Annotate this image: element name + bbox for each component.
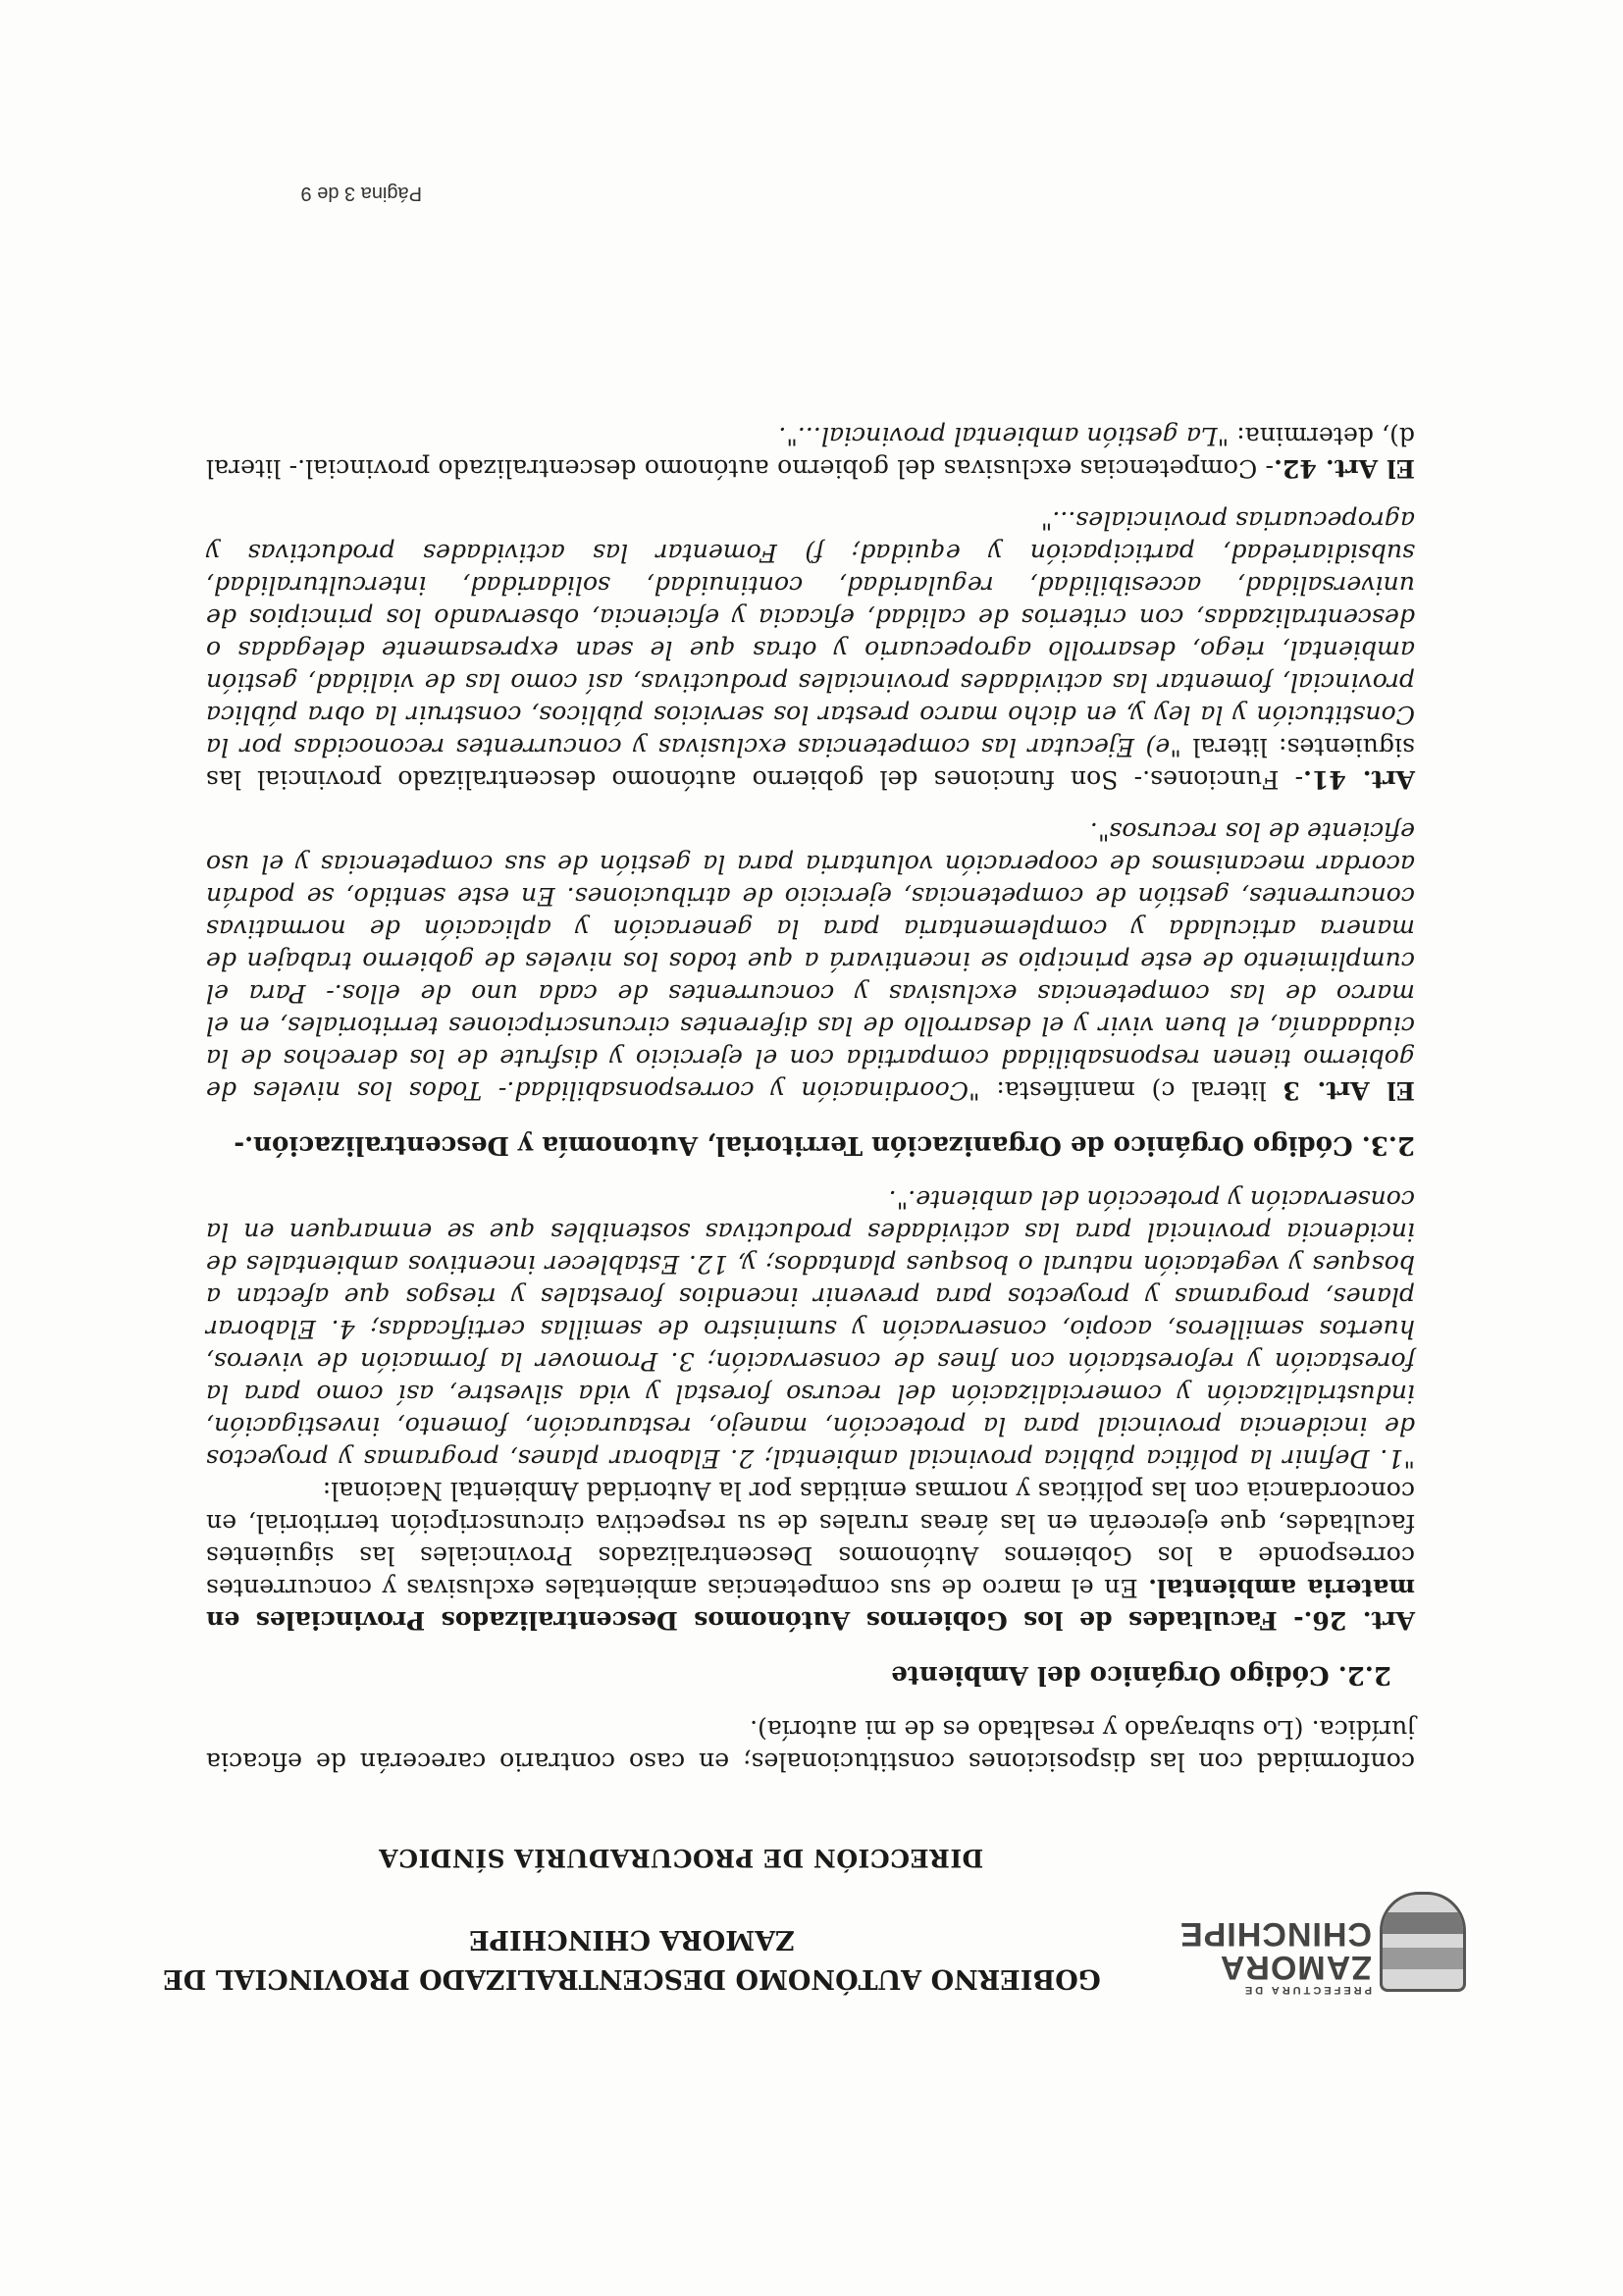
art41-lead: Art. 41. <box>1303 765 1415 795</box>
art26-item-3: 3. Promover la formación de viveros, huertos semilleros, acopio, conservación y suministro de semillas certificadas; <box>206 1315 1415 1376</box>
institution-line2: ZAMORA CHINCHIPE <box>469 1924 795 1955</box>
art26-item-2: 2. Elaborar planes, programas y proyectos de incidencia provincial para la protección, manejo, restauración, fomento, investigación, industrialización y comercialización del recurso forestal y vida silvestre, así como para la forestación y reforestación con fines de conservación; <box>205 1347 1415 1473</box>
logo-name-line1: ZAMORA <box>1219 1949 1372 1986</box>
section-heading-2-3: 2.3. Código Orgánico de Organización Territorial, Autonomía y Descentralización.- <box>234 1130 1415 1160</box>
institution-name <box>112 1919 1152 1998</box>
art3-mid: literal c) manifiesta: <box>979 1076 1283 1105</box>
letterhead <box>112 1815 1466 2002</box>
paragraph-art26-quote <box>206 1183 1415 1475</box>
art26-item-1: "1. Definir la política pública provincial ambiental; <box>754 1444 1415 1473</box>
art42-text: - Competencias exclusivas del gobierno autónomo descentralizado provincial.- literal d), determina: <box>206 422 1415 483</box>
page-number: Página 3 de 9 <box>300 183 422 204</box>
paragraph-art26 <box>206 1475 1415 1637</box>
art26-text: En el marco de sus competencias ambientales exclusivas y concurrentes corresponde a los Gobiernos Autónomos Descentralizados Provinciales las siguientes facultades, que ejercerán en las áreas rurales de su respectiva circunscripción territorial, en concordancia con las políticas y normas emitidas por la Autoridad Ambiental Nacional: <box>205 1477 1415 1602</box>
paragraph-art41 <box>206 504 1415 796</box>
art41-quote: "e) Ejecutar las competencias exclusivas y concurrentes reconocidas por la Constitución y la ley y, en dicho marco prestar los servicios públicos, construir la obra pública provincial, fomentar las actividades provinciales productivas, así como las de vialidad, gestión ambiental, riego, desarrollo agropecuario y otras que le sean expresamente delegadas o descentralizadas, con criterios de calidad, eficacia y eficiencia, observando los principios de universalidad, accesibilidad, regularidad, continuidad, solidaridad, interculturalidad, subsidiariedad, participación y equidad; f) Fomentar las actividades productivas y agropecuarias provinciales..." <box>206 506 1415 761</box>
art42-lead: El Art. 42. <box>1274 454 1415 484</box>
prefectura-logo <box>1172 1884 1466 2002</box>
art42-quote: "La gestión ambiental provincial...". <box>778 422 1230 450</box>
art26-title: Art. 26.- Facultades de los Gobiernos Autónomos Descentralizados Provinciales en materia ambiental. <box>206 1574 1415 1636</box>
section-heading-2-2: 2.2. Código Orgánico del Ambiente <box>891 1660 1391 1690</box>
art26-item-12: 12. Establecer incentivos ambientales de incidencia provincial para las actividades productivas sostenibles que se enmarquen en la conservación y protección del ambiente.". <box>206 1185 1415 1278</box>
art26-item-4: 4. Elaborar planes, programas y proyectos para prevenir incendios forestales y riesgos que afectan a bosques y vegetación natural o bosques plantados; y, <box>206 1250 1415 1343</box>
art3-quote: "Coordinación y corresponsabilidad.- Todos los niveles de gobierno tienen responsabilidad compartida con el ejercicio y disfrute de los derechos de la ciudadanía, el buen vivir y el desarrollo de las diferentes circunscripciones territoriales, en el marco de las competencias exclusivas y concurrentes de cada uno de ellos.- Para el cumplimiento de este principio se incentivará a que todos los niveles de gobierno trabajen de manera articulada y complementaria para la generación y aplicación de normativas concurrentes, gestión de competencias, ejercicio de atribuciones. En este sentido, se podrán acordar mecanismos de cooperación voluntaria para la gestión de sus competencias y el uso eficiente de los recursos". <box>206 817 1415 1105</box>
art41-text: - Funciones.- Son funciones del gobierno autónomo descentralizado provincial las siguientes: literal <box>206 733 1415 794</box>
coat-of-arms-icon <box>1380 1892 1466 1992</box>
department-name: DIRECCIÓN DE PROCURADURÍA SÍNDICA <box>378 1844 984 1872</box>
institution-line1: GOBIERNO AUTÓNOMO DESCENTRALIZADO PROVINCIAL DE <box>163 1963 1101 1994</box>
paragraph-conformidad: conformidad con las disposiciones constitucionales; en caso contrario carecerán de eficacia jurídica. (Lo subrayado y resaltado es de mi autoría). <box>206 1715 1415 1776</box>
paragraph-art3 <box>206 815 1415 1107</box>
logo-name-line2: CHINCHIPE <box>1178 1915 1372 1953</box>
paragraph-art42 <box>206 420 1415 485</box>
document-body <box>206 420 1415 1778</box>
art3-lead: El Art. 3 <box>1283 1076 1415 1106</box>
logo-caption: PREFECTURA DE <box>1241 1984 1372 1996</box>
